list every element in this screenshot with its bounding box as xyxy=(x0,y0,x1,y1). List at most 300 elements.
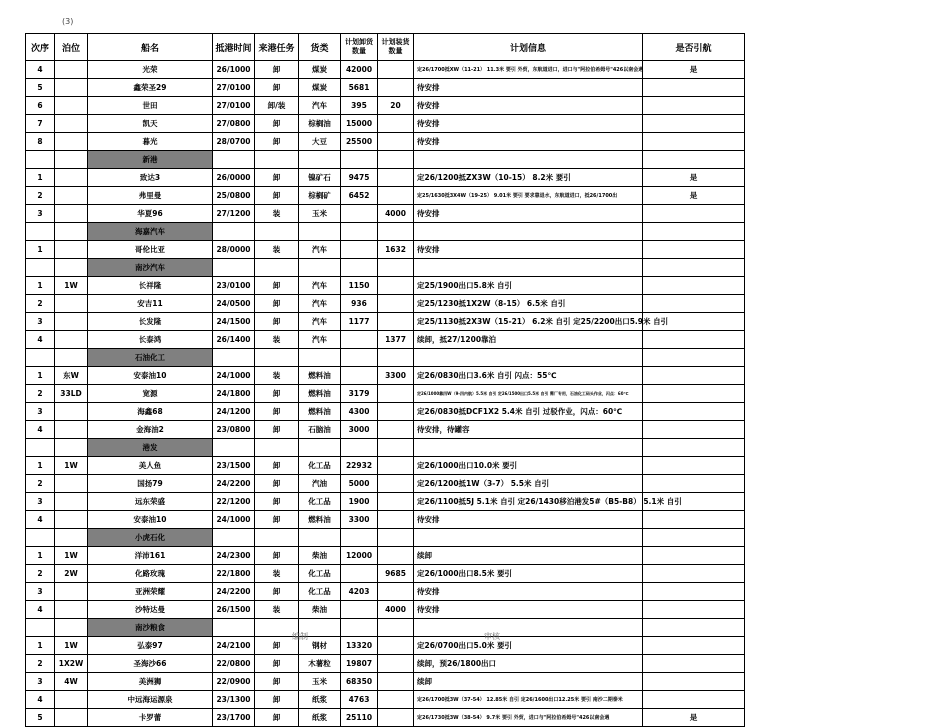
task-cell: 卸 xyxy=(255,457,299,475)
arrival-time-cell: 24/1000 xyxy=(213,367,255,385)
seq-cell: 2 xyxy=(26,565,55,583)
task-cell: 卸 xyxy=(255,421,299,439)
ship-name-cell: 鑫荣圣29 xyxy=(88,79,213,97)
empty-cell xyxy=(378,529,414,547)
cargo-type-cell: 玉米 xyxy=(299,205,341,223)
empty-cell xyxy=(341,439,378,457)
unload-qty-cell: 15000 xyxy=(341,115,378,133)
cargo-type-cell: 煤炭 xyxy=(299,79,341,97)
unload-qty-cell: 6452 xyxy=(341,187,378,205)
berth-cell xyxy=(55,709,88,727)
cargo-type-cell: 燃料油 xyxy=(299,385,341,403)
load-qty-cell xyxy=(378,313,414,331)
table-row xyxy=(26,583,745,601)
plan-info-cell: 定26/0700出口5.0米 要引 xyxy=(414,637,643,655)
section-row xyxy=(26,439,745,457)
empty-cell xyxy=(55,151,88,169)
empty-cell xyxy=(255,349,299,367)
ship-name-cell: 金海油2 xyxy=(88,421,213,439)
task-cell: 卸 xyxy=(255,637,299,655)
empty-cell xyxy=(414,259,643,277)
cargo-type-cell: 汽车 xyxy=(299,331,341,349)
unload-qty-cell: 3179 xyxy=(341,385,378,403)
load-qty-cell xyxy=(378,637,414,655)
seq-cell: 3 xyxy=(26,493,55,511)
seq-cell: 3 xyxy=(26,403,55,421)
berth-cell xyxy=(55,169,88,187)
table-row xyxy=(26,673,745,691)
load-qty-cell xyxy=(378,493,414,511)
ship-name-cell: 洋沛161 xyxy=(88,547,213,565)
section-title: 港发 xyxy=(88,439,213,457)
berth-cell xyxy=(55,511,88,529)
seq-cell: 1 xyxy=(26,277,55,295)
seq-cell: 4 xyxy=(26,511,55,529)
empty-cell xyxy=(55,619,88,637)
cargo-type-cell: 汽车 xyxy=(299,313,341,331)
table-row xyxy=(26,295,745,313)
unload-qty-cell: 4203 xyxy=(341,583,378,601)
ship-name-cell: 长泰鸿 xyxy=(88,331,213,349)
berth-cell xyxy=(55,133,88,151)
unload-qty-cell: 1150 xyxy=(341,277,378,295)
unload-qty-cell: 5000 xyxy=(341,475,378,493)
section-title: 石油化工 xyxy=(88,349,213,367)
arrival-time-cell: 27/1200 xyxy=(213,205,255,223)
berth-cell xyxy=(55,97,88,115)
plan-info-cell: 待安排 xyxy=(414,97,643,115)
empty-cell xyxy=(213,259,255,277)
arrival-time-cell: 26/0000 xyxy=(213,169,255,187)
ship-name-cell: 安泰油10 xyxy=(88,367,213,385)
load-qty-cell xyxy=(378,475,414,493)
load-qty-cell xyxy=(378,709,414,727)
task-cell: 卸 xyxy=(255,133,299,151)
pilotage-cell: 是 xyxy=(643,187,745,205)
task-cell: 卸 xyxy=(255,547,299,565)
arrival-time-cell: 27/0800 xyxy=(213,115,255,133)
empty-cell xyxy=(55,259,88,277)
empty-cell xyxy=(55,349,88,367)
cargo-type-cell: 木薯粒 xyxy=(299,655,341,673)
plan-info-cell: 待安排，待罐容 xyxy=(414,421,643,439)
plan-info-cell: 定26/1730抵3W（38-54） 9.7米 要引 外贸，进口与"阿拉伯希姆号"426以南会遇 xyxy=(414,709,643,727)
pilotage-cell xyxy=(643,655,745,673)
plan-info-cell: 定25/1630抵3X4W（19-25） 9.01米 要引 要求靠退水，东航道进口，抵26/1700出 xyxy=(414,187,643,205)
berth-cell xyxy=(55,331,88,349)
cargo-type-cell: 汽车 xyxy=(299,295,341,313)
arrival-time-cell: 28/0700 xyxy=(213,133,255,151)
arrival-time-cell: 27/0100 xyxy=(213,79,255,97)
empty-cell xyxy=(341,259,378,277)
task-cell: 卸 xyxy=(255,655,299,673)
pilotage-cell xyxy=(643,295,745,313)
empty-cell xyxy=(643,529,745,547)
pilotage-cell xyxy=(643,277,745,295)
arrival-time-cell: 22/0900 xyxy=(213,673,255,691)
ship-name-cell: 哥伦比亚 xyxy=(88,241,213,259)
table-row xyxy=(26,79,745,97)
plan-info-cell: 定26/1000靠四W（9-四内航）5.5米 自引 定26/1500出口5.5米 自引 需厂专用，石油化工码头作业，闪点：60℃ xyxy=(414,385,643,403)
task-cell: 卸 xyxy=(255,403,299,421)
task-cell: 卸 xyxy=(255,115,299,133)
table-row xyxy=(26,475,745,493)
seq-cell: 1 xyxy=(26,169,55,187)
table-row xyxy=(26,313,745,331)
seq-cell: 1 xyxy=(26,241,55,259)
task-cell: 卸 xyxy=(255,277,299,295)
cargo-type-cell: 化工品 xyxy=(299,457,341,475)
cargo-type-cell: 柴油 xyxy=(299,601,341,619)
ship-schedule-table xyxy=(25,33,745,727)
header-cell: 是否引航 xyxy=(643,34,745,61)
ship-name-cell: 致达3 xyxy=(88,169,213,187)
empty-cell xyxy=(26,151,55,169)
load-qty-cell xyxy=(378,187,414,205)
ship-name-cell: 远东荣盛 xyxy=(88,493,213,511)
ship-name-cell: 海鑫68 xyxy=(88,403,213,421)
unload-qty-cell xyxy=(341,331,378,349)
section-title: 小虎石化 xyxy=(88,529,213,547)
berth-cell: 33LD xyxy=(55,385,88,403)
empty-cell xyxy=(414,529,643,547)
plan-info-cell: 定26/1000出口8.5米 要引 xyxy=(414,565,643,583)
task-cell: 卸/装 xyxy=(255,97,299,115)
task-cell: 卸 xyxy=(255,187,299,205)
task-cell: 装 xyxy=(255,331,299,349)
load-qty-cell: 4000 xyxy=(378,205,414,223)
berth-cell xyxy=(55,115,88,133)
load-qty-cell xyxy=(378,385,414,403)
seq-cell: 4 xyxy=(26,601,55,619)
unload-qty-cell xyxy=(341,367,378,385)
cargo-type-cell: 纸浆 xyxy=(299,691,341,709)
header-cell: 来港任务 xyxy=(255,34,299,61)
cargo-type-cell: 汽车 xyxy=(299,97,341,115)
cargo-type-cell: 镍矿石 xyxy=(299,169,341,187)
ship-name-cell: 中远海运源泉 xyxy=(88,691,213,709)
task-cell: 卸 xyxy=(255,475,299,493)
section-row xyxy=(26,223,745,241)
arrival-time-cell: 24/1200 xyxy=(213,403,255,421)
section-title: 南沙粮食 xyxy=(88,619,213,637)
section-row xyxy=(26,151,745,169)
berth-cell xyxy=(55,205,88,223)
section-title: 南沙汽车 xyxy=(88,259,213,277)
arrival-time-cell: 26/1400 xyxy=(213,331,255,349)
empty-cell xyxy=(213,529,255,547)
cargo-type-cell: 棕榈油 xyxy=(299,115,341,133)
table-row xyxy=(26,133,745,151)
seq-cell: 2 xyxy=(26,475,55,493)
empty-cell xyxy=(378,151,414,169)
empty-cell xyxy=(255,259,299,277)
pilotage-cell: 是 xyxy=(643,709,745,727)
ship-name-cell: 暮光 xyxy=(88,133,213,151)
berth-cell xyxy=(55,691,88,709)
seq-cell: 2 xyxy=(26,187,55,205)
plan-info-cell: 定26/1100抵5J 5.1米 自引 定26/1430移泊港发5#（B5-B8） 5.1米 自引 xyxy=(414,493,643,511)
pilotage-cell xyxy=(643,475,745,493)
ship-name-cell: 化路玫瑰 xyxy=(88,565,213,583)
header-cell: 船名 xyxy=(88,34,213,61)
task-cell: 卸 xyxy=(255,583,299,601)
header-cell: 抵港时间 xyxy=(213,34,255,61)
plan-info-cell: 定26/0830抵DCF1X2 5.4米 自引 过驳作业，闪点：60℃ xyxy=(414,403,643,421)
unload-qty-cell: 3300 xyxy=(341,511,378,529)
ship-name-cell: 美洲狮 xyxy=(88,673,213,691)
cargo-type-cell: 汽油 xyxy=(299,475,341,493)
pilotage-cell xyxy=(643,583,745,601)
load-qty-cell xyxy=(378,421,414,439)
empty-cell xyxy=(213,223,255,241)
table-row xyxy=(26,277,745,295)
empty-cell xyxy=(299,529,341,547)
ship-name-cell: 安泰油10 xyxy=(88,511,213,529)
seq-cell: 6 xyxy=(26,97,55,115)
table-row xyxy=(26,187,745,205)
pilotage-cell xyxy=(643,547,745,565)
empty-cell xyxy=(299,151,341,169)
empty-cell xyxy=(378,619,414,637)
pilotage-cell xyxy=(643,367,745,385)
arrival-time-cell: 24/1800 xyxy=(213,385,255,403)
arrival-time-cell: 23/1700 xyxy=(213,709,255,727)
ship-name-cell: 亚洲荣耀 xyxy=(88,583,213,601)
task-cell: 卸 xyxy=(255,493,299,511)
plan-info-cell: 定26/1200抵1W（3-7） 5.5米 自引 xyxy=(414,475,643,493)
unload-qty-cell: 22932 xyxy=(341,457,378,475)
seq-cell: 1 xyxy=(26,637,55,655)
plan-info-cell: 定26/1000出口10.0米 要引 xyxy=(414,457,643,475)
table-row xyxy=(26,547,745,565)
pilotage-cell xyxy=(643,205,745,223)
empty-cell xyxy=(255,529,299,547)
ship-name-cell: 沙特达曼 xyxy=(88,601,213,619)
seq-cell: 5 xyxy=(26,709,55,727)
seq-cell: 4 xyxy=(26,331,55,349)
berth-cell: 2W xyxy=(55,565,88,583)
cargo-type-cell: 汽车 xyxy=(299,277,341,295)
cargo-type-cell: 化工品 xyxy=(299,565,341,583)
task-cell: 装 xyxy=(255,367,299,385)
table-row xyxy=(26,565,745,583)
cargo-type-cell: 石脑油 xyxy=(299,421,341,439)
load-qty-cell xyxy=(378,133,414,151)
seq-cell: 3 xyxy=(26,583,55,601)
table-body xyxy=(26,61,745,727)
empty-cell xyxy=(414,151,643,169)
task-cell: 卸 xyxy=(255,61,299,79)
berth-cell xyxy=(55,187,88,205)
ship-name-cell: 圣海沙66 xyxy=(88,655,213,673)
pilotage-cell xyxy=(643,565,745,583)
berth-cell: 东W xyxy=(55,367,88,385)
table-row xyxy=(26,61,745,79)
arrival-time-cell: 24/1500 xyxy=(213,313,255,331)
empty-cell xyxy=(255,439,299,457)
task-cell: 装 xyxy=(255,205,299,223)
plan-info-cell: 待安排 xyxy=(414,79,643,97)
unload-qty-cell: 25500 xyxy=(341,133,378,151)
load-qty-cell: 9685 xyxy=(378,565,414,583)
task-cell: 装 xyxy=(255,565,299,583)
pilotage-cell xyxy=(643,637,745,655)
plan-info-cell: 定26/1200抵ZX3W（10-15） 8.2米 要引 xyxy=(414,169,643,187)
seq-cell: 2 xyxy=(26,295,55,313)
arrival-time-cell: 22/0800 xyxy=(213,655,255,673)
ship-name-cell: 光荣 xyxy=(88,61,213,79)
empty-cell xyxy=(414,619,643,637)
plan-info-cell: 待安排 xyxy=(414,583,643,601)
unload-qty-cell: 9475 xyxy=(341,169,378,187)
pilotage-cell xyxy=(643,673,745,691)
header-cell: 计划信息 xyxy=(414,34,643,61)
plan-info-cell: 待安排 xyxy=(414,241,643,259)
empty-cell xyxy=(643,151,745,169)
footer-prepared-by: 编制 xyxy=(292,632,308,641)
table-row xyxy=(26,403,745,421)
seq-cell: 4 xyxy=(26,691,55,709)
plan-info-cell: 定26/1700抵XW（11-21） 11.3米 要引 外贸，东航道进口，进口与"阿拉伯希姆号"426以南会遇 xyxy=(414,61,643,79)
seq-cell: 3 xyxy=(26,205,55,223)
arrival-time-cell: 28/0000 xyxy=(213,241,255,259)
unload-qty-cell: 12000 xyxy=(341,547,378,565)
load-qty-cell xyxy=(378,61,414,79)
plan-info-cell: 续卸，预26/1800出口 xyxy=(414,655,643,673)
ship-name-cell: 卡罗蕾 xyxy=(88,709,213,727)
berth-cell xyxy=(55,295,88,313)
pilotage-cell xyxy=(643,97,745,115)
empty-cell xyxy=(414,223,643,241)
pilotage-cell: 是 xyxy=(643,169,745,187)
table-row xyxy=(26,97,745,115)
load-qty-cell xyxy=(378,511,414,529)
load-qty-cell: 3300 xyxy=(378,367,414,385)
empty-cell xyxy=(213,439,255,457)
empty-cell xyxy=(55,439,88,457)
arrival-time-cell: 22/1800 xyxy=(213,565,255,583)
pilotage-cell xyxy=(643,421,745,439)
load-qty-cell xyxy=(378,547,414,565)
task-cell: 装 xyxy=(255,241,299,259)
load-qty-cell xyxy=(378,691,414,709)
table-row xyxy=(26,115,745,133)
task-cell: 卸 xyxy=(255,295,299,313)
plan-info-cell: 待安排 xyxy=(414,133,643,151)
unload-qty-cell: 1900 xyxy=(341,493,378,511)
ship-name-cell: 华夏96 xyxy=(88,205,213,223)
empty-cell xyxy=(299,349,341,367)
pilotage-cell: 是 xyxy=(643,61,745,79)
empty-cell xyxy=(643,259,745,277)
pilotage-cell xyxy=(643,241,745,259)
pilotage-cell xyxy=(643,403,745,421)
arrival-time-cell: 23/1500 xyxy=(213,457,255,475)
table-row xyxy=(26,511,745,529)
seq-cell: 2 xyxy=(26,655,55,673)
berth-cell xyxy=(55,601,88,619)
unload-qty-cell: 19807 xyxy=(341,655,378,673)
pilotage-cell xyxy=(643,331,745,349)
plan-info-cell: 定25/1130抵2X3W（15-21） 6.2米 自引 定25/2200出口5.9米 自引 xyxy=(414,313,643,331)
empty-cell xyxy=(378,223,414,241)
berth-cell xyxy=(55,313,88,331)
cargo-type-cell: 燃料油 xyxy=(299,511,341,529)
ship-name-cell: 弗里曼 xyxy=(88,187,213,205)
table-row xyxy=(26,421,745,439)
empty-cell xyxy=(213,151,255,169)
unload-qty-cell xyxy=(341,565,378,583)
unload-qty-cell xyxy=(341,241,378,259)
header-row xyxy=(26,34,745,61)
load-qty-cell xyxy=(378,295,414,313)
table-row xyxy=(26,331,745,349)
empty-cell xyxy=(643,619,745,637)
table-row xyxy=(26,709,745,727)
header-cell: 泊位 xyxy=(55,34,88,61)
cargo-type-cell: 钢材 xyxy=(299,637,341,655)
task-cell: 卸 xyxy=(255,709,299,727)
task-cell: 卸 xyxy=(255,673,299,691)
seq-cell: 1 xyxy=(26,547,55,565)
empty-cell xyxy=(213,349,255,367)
empty-cell xyxy=(299,259,341,277)
pilotage-cell xyxy=(643,457,745,475)
plan-info-cell: 定25/1230抵1X2W（8-15） 6.5米 自引 xyxy=(414,295,643,313)
unload-qty-cell: 936 xyxy=(341,295,378,313)
load-qty-cell xyxy=(378,583,414,601)
plan-info-cell: 定26/0830出口3.6米 自引 闪点：55℃ xyxy=(414,367,643,385)
cargo-type-cell: 棕榈矿 xyxy=(299,187,341,205)
berth-cell xyxy=(55,421,88,439)
unload-qty-cell: 68350 xyxy=(341,673,378,691)
empty-cell xyxy=(26,349,55,367)
berth-cell: 1W xyxy=(55,637,88,655)
unload-qty-cell: 395 xyxy=(341,97,378,115)
seq-cell: 4 xyxy=(26,61,55,79)
task-cell: 卸 xyxy=(255,313,299,331)
berth-cell: 4W xyxy=(55,673,88,691)
arrival-time-cell: 23/1300 xyxy=(213,691,255,709)
section-row xyxy=(26,529,745,547)
cargo-type-cell: 汽车 xyxy=(299,241,341,259)
empty-cell xyxy=(414,439,643,457)
unload-qty-cell: 25110 xyxy=(341,709,378,727)
empty-cell xyxy=(643,349,745,367)
task-cell: 卸 xyxy=(255,169,299,187)
empty-cell xyxy=(299,439,341,457)
plan-info-cell: 续卸 xyxy=(414,547,643,565)
cargo-type-cell: 柴油 xyxy=(299,547,341,565)
task-cell: 卸 xyxy=(255,691,299,709)
load-qty-cell xyxy=(378,655,414,673)
seq-cell: 1 xyxy=(26,457,55,475)
arrival-time-cell: 24/2300 xyxy=(213,547,255,565)
unload-qty-cell: 13320 xyxy=(341,637,378,655)
plan-info-cell: 待安排 xyxy=(414,205,643,223)
seq-cell: 8 xyxy=(26,133,55,151)
load-qty-cell: 1377 xyxy=(378,331,414,349)
ship-name-cell: 凯天 xyxy=(88,115,213,133)
ship-name-cell: 美人鱼 xyxy=(88,457,213,475)
empty-cell xyxy=(378,259,414,277)
seq-cell: 1 xyxy=(26,367,55,385)
footer-reviewed-by: 审核 xyxy=(484,632,500,641)
seq-cell: 2 xyxy=(26,385,55,403)
arrival-time-cell: 24/2200 xyxy=(213,475,255,493)
berth-cell: 1X2W xyxy=(55,655,88,673)
